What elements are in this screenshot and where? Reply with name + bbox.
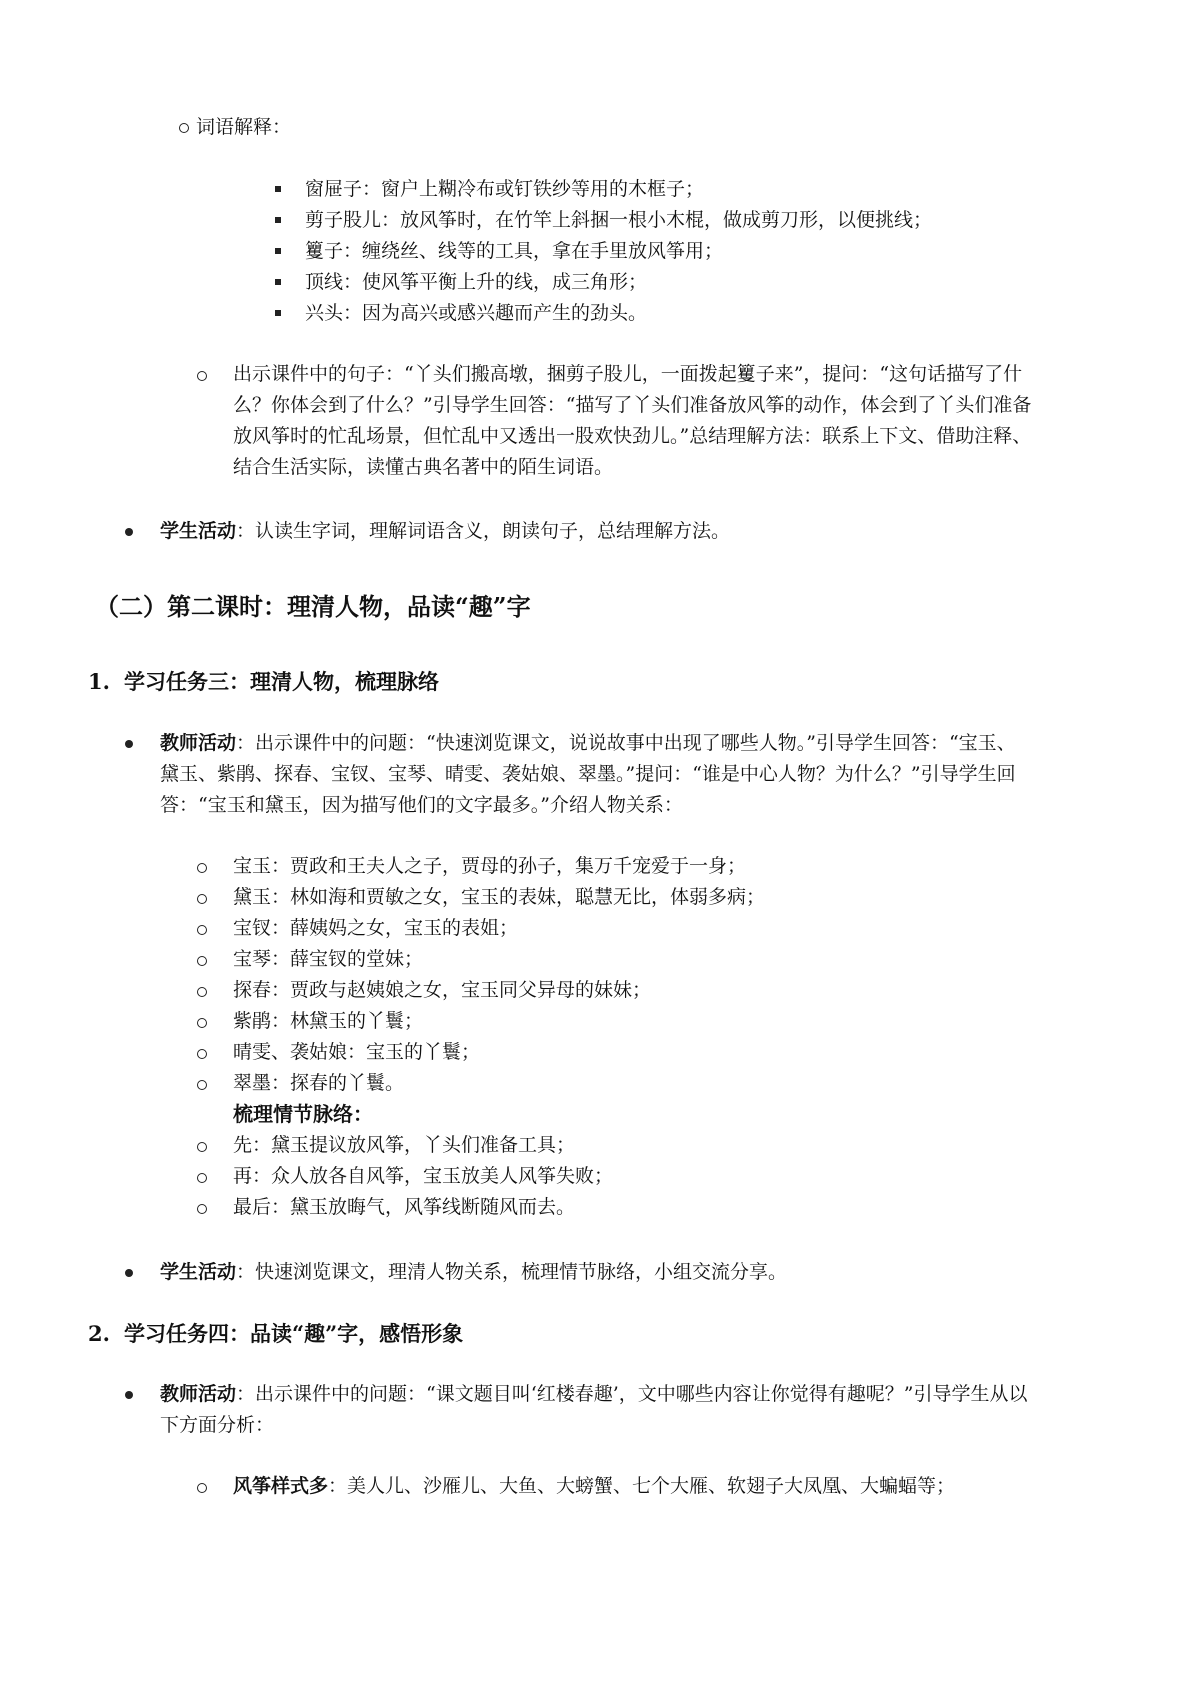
- vocab-item: 顶线：使风筝平衡上升的线，成三角形；: [305, 267, 932, 298]
- vocab-item: 剪子股儿：放风筝时，在竹竿上斜捆一根小木棍，做成剪刀形，以便挑线；: [305, 205, 932, 236]
- hollow-circle-bullet-icon: [197, 987, 207, 997]
- list-item: 探春：贾政与赵姨娘之女，宝玉同父异母的妹妹；: [233, 975, 765, 1006]
- disc-bullet-icon: [125, 740, 133, 748]
- vocab-item: 窗屉子：窗户上糊冷布或钉铁纱等用的木框子；: [305, 174, 932, 205]
- list-item: 宝玉：贾政和王夫人之子，贾母的孙子，集万千宠爱于一身；: [233, 851, 765, 882]
- student-activity-1: 学生活动：认读生字词，理解词语含义，朗读句子，总结理解方法。: [160, 516, 730, 547]
- hollow-circle-bullet-icon: [197, 863, 207, 873]
- hollow-circle-bullet-icon: [197, 1018, 207, 1028]
- hollow-circle-bullet-icon: [197, 956, 207, 966]
- list-item: 黛玉：林如海和贾敏之女，宝玉的表妹，聪慧无比，体弱多病；: [233, 882, 765, 913]
- task3-heading: 1. 学习任务三：理清人物，梳理脉络: [88, 669, 439, 694]
- hollow-circle-bullet-icon: [197, 1080, 207, 1090]
- hollow-circle-bullet-icon: [197, 371, 207, 381]
- disc-bullet-icon: [125, 1391, 133, 1399]
- vocab-item: 兴头：因为高兴或感兴趣而产生的劲头。: [305, 298, 932, 329]
- hollow-circle-bullet-icon: [197, 1173, 207, 1183]
- hollow-circle-bullet-icon: [197, 1142, 207, 1152]
- task4-heading: 2. 学习任务四：品读“趣”字，感悟形象: [88, 1321, 464, 1346]
- hollow-circle-bullet-icon: [197, 925, 207, 935]
- disc-bullet-icon: [125, 528, 133, 536]
- hollow-circle-bullet-icon: [197, 1049, 207, 1059]
- plot-heading: 梳理情节脉络：: [233, 1102, 373, 1126]
- square-bullet-icon: [275, 279, 281, 285]
- list-item: 最后：黛玉放晦气，风筝线断随风而去。: [233, 1192, 765, 1223]
- teacher-activity-4: 教师活动：出示课件中的问题：“课文题目叫‘红楼春趣’，文中哪些内容让你觉得有趣呢？”引导学生从以 下方面分析：: [160, 1379, 1028, 1441]
- vocab-heading-item: [196, 112, 291, 143]
- vocab-list: [305, 174, 932, 329]
- character-list: [233, 851, 765, 1223]
- list-item: 宝琴：薛宝钗的堂妹；: [233, 944, 765, 975]
- hollow-circle-bullet-icon: [197, 1483, 207, 1493]
- list-item: 晴雯、袭姑娘：宝玉的丫鬟；: [233, 1037, 765, 1068]
- hollow-circle-bullet-icon: [197, 894, 207, 904]
- list-item: 先：黛玉提议放风筝，丫头们准备工具；: [233, 1130, 765, 1161]
- list-item: 宝钗：薛姨妈之女，宝玉的表姐；: [233, 913, 765, 944]
- square-bullet-icon: [275, 217, 281, 223]
- kite-styles-item: 风筝样式多：美人儿、沙雁儿、大鱼、大螃蟹、七个大雁、软翅子大凤凰、大蝙蝠等；: [233, 1471, 955, 1502]
- list-item: 再：众人放各自风筝，宝玉放美人风筝失败；: [233, 1161, 765, 1192]
- square-bullet-icon: [275, 310, 281, 316]
- list-item: 翠墨：探春的丫鬟。: [233, 1068, 765, 1099]
- square-bullet-icon: [275, 186, 281, 192]
- hollow-circle-bullet-icon: [197, 1204, 207, 1214]
- section-title: （二）第二课时：理清人物，品读“趣”字: [95, 592, 531, 621]
- hollow-circle-bullet-icon: [179, 123, 189, 133]
- student-activity-3: 学生活动：快速浏览课文，理清人物关系，梳理情节脉络，小组交流分享。: [160, 1257, 787, 1288]
- teacher-activity-3: 教师活动：出示课件中的问题：“快速浏览课文，说说故事中出现了哪些人物。”引导学生回答：“宝玉、 黛玉、紫鹃、探春、宝钗、宝琴、晴雯、袭姑娘、翠墨。”提问：“谁是中心人物？为什么？”引导学生回 答：“宝玉和黛玉，因为描写他们的文字最多。”介绍人物关系：: [160, 728, 1016, 821]
- sentence-paragraph: 出示课件中的句子：“丫头们搬高墩，捆剪子股儿，一面拨起籰子来”，提问：“这句话描写了什 么？你体会到了什么？”引导学生回答：“描写了丫头们准备放风筝的动作，体会到了丫头们准备 放风筝时的忙乱场景，但忙乱中又透出一股欢快劲儿。”总结理解方法：联系上下文、借助注释、 结合生活实际，读懂古典名著中的陌生词语。: [233, 359, 1031, 483]
- disc-bullet-icon: [125, 1269, 133, 1277]
- square-bullet-icon: [275, 248, 281, 254]
- list-item: 紫鹃：林黛玉的丫鬟；: [233, 1006, 765, 1037]
- vocab-heading: 词语解释：: [196, 116, 292, 138]
- vocab-item: 籰子：缠绕丝、线等的工具，拿在手里放风筝用；: [305, 236, 932, 267]
